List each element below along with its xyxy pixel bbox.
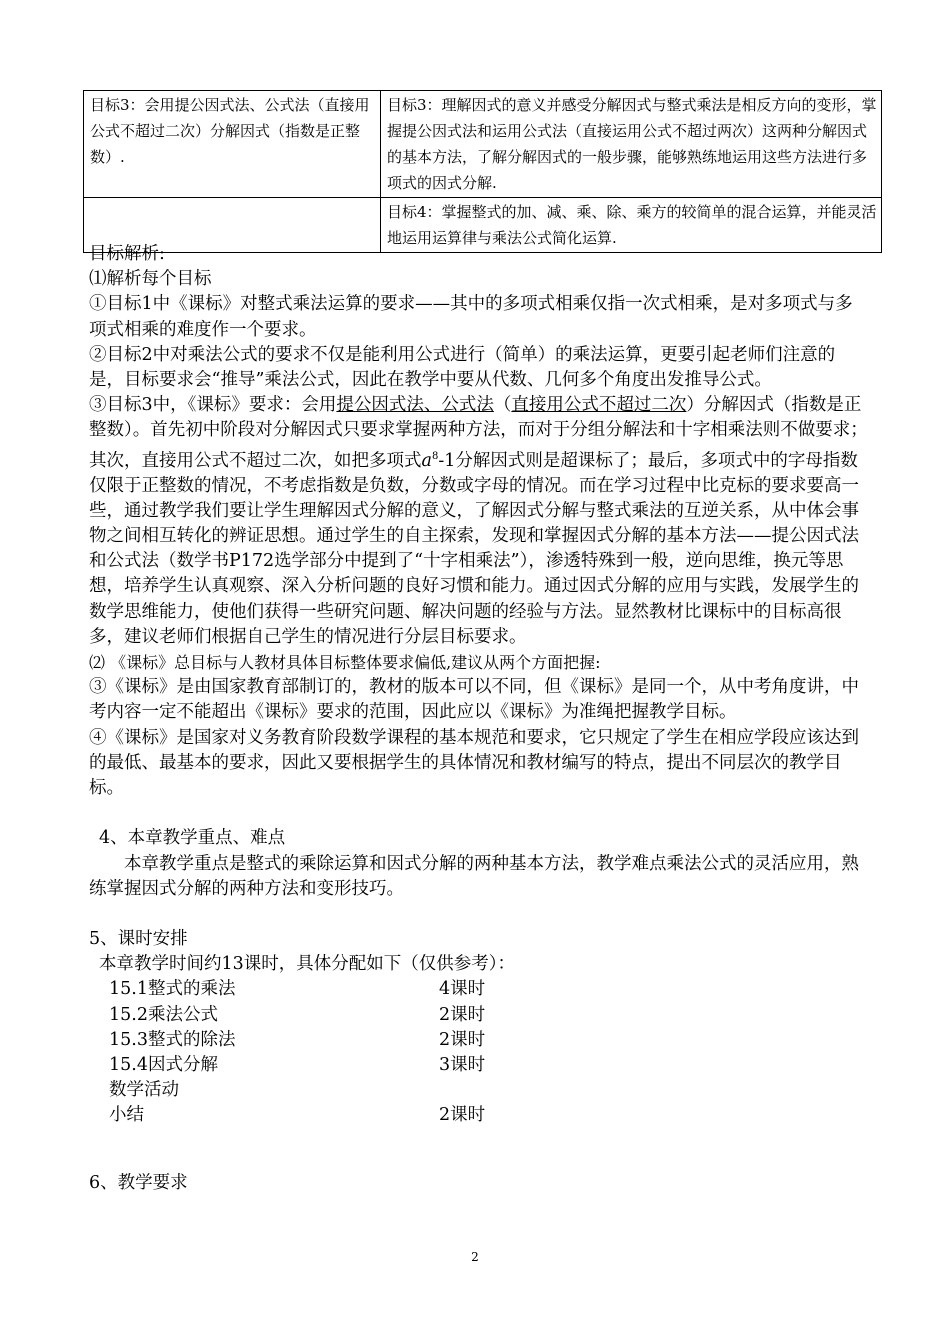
schedule-row [89, 1078, 869, 1103]
schedule-title: 15.1整式的乘法 [109, 979, 236, 1000]
spacer [89, 902, 869, 927]
analysis-paragraph-5: ④《课标》是国家对义务教育阶段数学课程的基本规范和要求，它只规定了学生在相应学段应该达到的最低、最基本的要求，因此又要根据学生的具体情况和教材编写的特点，提出不同层次的教学目标。 [89, 727, 859, 799]
text-span: ）分解因式（指数是正整数）。首先初中阶段对分解因式只要求掌握两种方法，而对于分组分解法和十字相乘法则不做要求；其次，直接用公式不超过二次，如把多项式 [89, 395, 868, 471]
analysis-paragraph-3 [89, 393, 869, 650]
schedule-hours: 2课时 [439, 1105, 486, 1126]
table-cell: 目标3：会用提公因式法、公式法（直接用公式不超过二次）分解因式（指数是正整数）. [84, 91, 381, 198]
spacer [89, 1129, 869, 1171]
analysis-subheading-1: ⑴解析每个目标 [89, 269, 212, 290]
schedule-row [89, 1103, 869, 1128]
math-exponent: 8 [431, 450, 439, 462]
goals-table [83, 90, 882, 253]
analysis-subheading-2: ⑵ 《课标》总目标与人教材具体目标整体要求偏低,建议从两个方面把握: [89, 653, 601, 673]
schedule-hours: 4课时 [439, 979, 486, 1000]
math-variable: a [421, 450, 432, 471]
schedule-title: 15.3整式的除法 [109, 1029, 236, 1050]
table-cell: 目标4：掌握整式的加、减、乘、除、乘方的较简单的混合运算，并能灵活地运用运算律与乘法公式简化运算. [381, 198, 882, 253]
analysis-heading: 目标解析: [89, 244, 165, 264]
text-span: -1分解因式则是超课标了；最后，多项式中的字母指数仅限于正整数的情况，不考虑指数是负数，分数或字母的情况。而在学习过程中比克标的要求要高一些，通过教学我们要让学生理解因式分解的意义，了解因式分解与整式乘法的互逆关系，从中体会事物之间相互转化的辨证思想。通过学生的自主探索，发现和掌握因式分解的基本方法——提公因式法和公式法（数学书P172选学部分中提到了“十字相乘法”），渗透特殊到一般，逆向思维，换元等思想，培养学生认真观察、深入分析问题的良好习惯和能力。通过因式分解的应用与实践，发展学生的数学思维能力，使他们获得一些研究问题、解决问题的经验与方法。显然教材比课标中的目标高很多，建议老师们根据自己学生的情况进行分层目标要求。 [89, 450, 859, 647]
section6-heading: 6、教学要求 [89, 1172, 188, 1193]
section5-heading: 5、课时安排 [89, 928, 188, 949]
schedule-hours: 2课时 [439, 1029, 486, 1050]
page-number: 2 [471, 1250, 479, 1264]
schedule-row [89, 1053, 869, 1078]
section5-intro: 本章教学时间约13课时，具体分配如下（仅供参考）： [99, 954, 516, 975]
underlined-text: 提公因式法、公式法 [336, 395, 494, 416]
body-text [89, 242, 869, 1196]
section4-body: 本章教学重点是整式的乘除运算和因式分解的两种基本方法，教学难点乘法公式的灵活应用，熟练掌握因式分解的两种方法和变形技巧。 [89, 853, 859, 899]
analysis-paragraph-1: ①目标1中《课标》对整式乘法运算的要求——其中的多项式相乘仅指一次式相乘，是对多项式与多项式相乘的难度作一个要求。 [89, 294, 853, 340]
schedule-row [89, 1028, 869, 1053]
schedule-title: 15.4因式分解 [109, 1054, 218, 1075]
schedule-hours: 3课时 [439, 1054, 486, 1075]
analysis-paragraph-4: ③《课标》是由国家教育部制订的，教材的版本可以不同，但《课标》是同一个，从中考角度讲，中考内容一定不能超出《课标》要求的范围，因此应以《课标》为准绳把握教学目标。 [89, 677, 859, 723]
schedule-row [89, 977, 869, 1002]
table-row [84, 91, 882, 198]
schedule-title: 数学活动 [109, 1080, 179, 1101]
section4-heading: 4、本章教学重点、难点 [99, 828, 286, 849]
table-cell: 目标3：理解因式的意义并感受分解因式与整式乘法是相反方向的变形，掌握提公因式法和运用公式法（直接运用公式不超过两次）这两种分解因式的基本方法，了解分解因式的一般步骤，能够熟练地运用这些方法进行多项式的因式分解. [381, 91, 882, 198]
text-span: （ [493, 395, 512, 416]
schedule-title: 小结 [109, 1105, 144, 1126]
schedule-hours: 2课时 [439, 1004, 486, 1025]
underlined-text: 直接用公式不超过二次 [511, 395, 687, 416]
spacer [89, 801, 869, 826]
analysis-paragraph-2: ②目标2中对乘法公式的要求不仅是能利用公式进行（简单）的乘法运算，更要引起老师们注意的是，目标要求会“推导”乘法公式，因此在教学中要从代数、几何多个角度出发推导公式。 [89, 344, 836, 391]
text-span: ③目标3中，《课标》要求：会用 [89, 395, 337, 416]
schedule-title: 15.2乘法公式 [109, 1004, 218, 1025]
schedule-row [89, 1003, 869, 1028]
